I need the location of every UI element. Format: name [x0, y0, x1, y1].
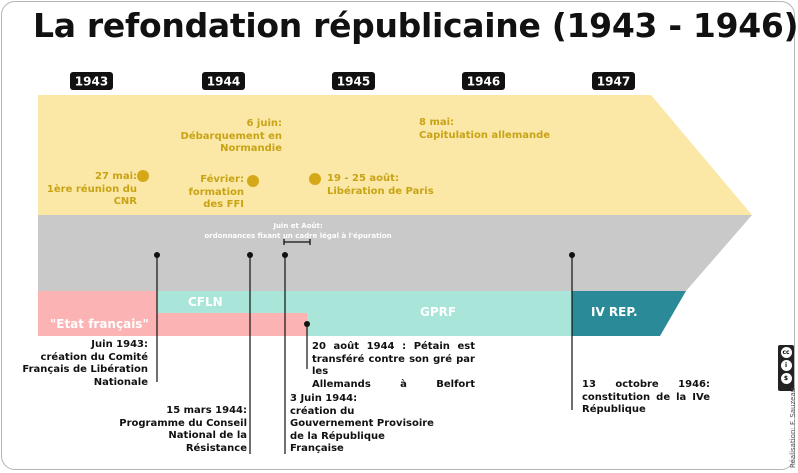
label-etat-francais: "Etat français"	[50, 317, 149, 331]
event-dot-paris	[309, 173, 321, 185]
year-badge-1945	[332, 72, 375, 90]
label-ive-rep: IV REP.	[591, 305, 638, 319]
credit-text: Réalisation: F. Sauzeau	[789, 387, 797, 468]
year-label-1943: 1943	[74, 74, 109, 89]
page-title: La refondation républicaine (1943 - 1946)	[33, 6, 798, 45]
event-dot-cnr	[137, 170, 149, 182]
year-badge-1943	[70, 72, 113, 90]
year-label-1944: 1944	[206, 74, 241, 89]
cc-license-icon: cc i $	[778, 345, 794, 391]
event-cnr: 27 mai: 1ère réunion du CNR	[46, 171, 137, 207]
event-petain-belfort: 20 août 1944 : Pétain est transféré contre son gré par les Allemands à Belfort	[312, 341, 475, 390]
epuration-note: Juin et Août: ordonnances fixant un cadre légal à l'épuration	[204, 222, 392, 240]
event-cfln-creation: Juin 1943: création du Comité Français de Libération Nationale	[22, 339, 148, 388]
event-programme-cnr: 15 mars 1944: Programme du Conseil National de la Résistance	[119, 405, 247, 454]
year-badge-1947	[592, 72, 635, 90]
label-cfln: CFLN	[188, 295, 223, 309]
event-ffi: Février: formation des FFI	[188, 174, 244, 210]
year-label-1946: 1946	[466, 74, 501, 89]
event-dot-ffi	[247, 175, 259, 187]
event-gprf-creation: 3 Juin 1944: création du Gouvernement Provisoire de la République Française	[290, 393, 434, 454]
label-gprf: GPRF	[420, 305, 457, 319]
event-capitulation: 8 mai: Capitulation allemande	[419, 117, 551, 141]
event-debarquement: 6 juin: Débarquement en Normandie	[180, 118, 282, 154]
year-label-1947: 1947	[596, 74, 631, 89]
year-badge-1944	[202, 72, 245, 90]
event-liberation-paris: 19 - 25 août: Libération de Paris	[327, 173, 434, 197]
year-label-1945: 1945	[336, 74, 371, 89]
event-ive-constitution: 13 octobre 1946: constitution de la IVe République	[582, 379, 710, 415]
year-badge-1946	[462, 72, 505, 90]
